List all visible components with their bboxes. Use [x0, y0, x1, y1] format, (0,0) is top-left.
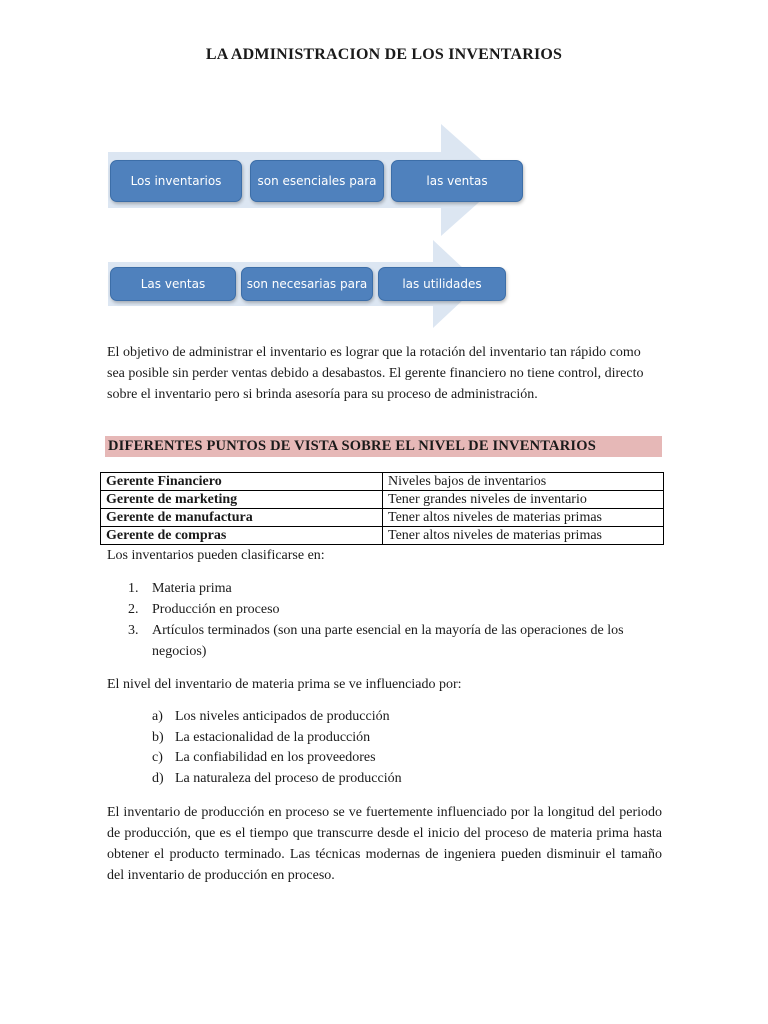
- view-cell: Tener grandes niveles de inventario: [383, 491, 664, 509]
- list-item-text: Producción en proceso: [152, 602, 280, 617]
- document-title: LA ADMINISTRACION DE LOS INVENTARIOS: [205, 46, 563, 63]
- views-table: [100, 472, 664, 545]
- diagram-box-son-esenciales-para: [250, 160, 384, 202]
- list-item: [152, 769, 662, 790]
- list-item-text: Los niveles anticipados de producción: [175, 709, 390, 724]
- role-cell: Gerente de marketing: [101, 491, 383, 509]
- list-item-text: La confiabilidad en los proveedores: [175, 750, 376, 765]
- view-cell: Tener altos niveles de materias primas: [383, 509, 664, 527]
- list-item: [152, 728, 662, 749]
- diagram-box-son-necesarias-para: [241, 267, 373, 301]
- diagram-box-label: las utilidades: [402, 277, 482, 291]
- table-row: [101, 491, 664, 509]
- view-cell: Niveles bajos de inventarios: [383, 473, 664, 491]
- diagram-box-label: Los inventarios: [130, 174, 222, 188]
- diagram-box-label: las ventas: [426, 174, 488, 188]
- diagram-box-las-ventas: [391, 160, 523, 202]
- list-item-text: La naturaleza del proceso de producción: [175, 770, 402, 786]
- diagram-box-label: Las ventas: [140, 277, 206, 291]
- table-row: [101, 509, 664, 527]
- factors-list: [152, 707, 662, 789]
- classification-list: [128, 578, 662, 662]
- list-marker: b): [152, 729, 164, 745]
- list-marker: 3.: [128, 623, 139, 638]
- list-marker: a): [152, 709, 163, 724]
- role-cell: Gerente de manufactura: [101, 509, 383, 527]
- intro-paragraph: El objetivo de administrar el inventario es lograr que la rotación del inventario tan rápido como sea posible sin perder ventas debido a desabastos. El gerente financiero no tiene control, directo sobre el inventario pero si brinda asesoría para su proceso de administración.: [107, 345, 644, 402]
- raw-material-intro: El nivel del inventario de materia prima se ve influenciado por:: [107, 677, 462, 692]
- diagram-box-label: son esenciales para: [257, 174, 377, 188]
- list-item: [152, 707, 662, 728]
- list-marker: 2.: [128, 602, 139, 617]
- view-cell: Tener altos niveles de materias primas: [383, 527, 664, 545]
- closing-paragraph: El inventario de producción en proceso se ve fuertemente influenciado por la longitud del periodo de producción, que es el tiempo que transcurre desde el inicio del proceso de materia prima hasta obtener el producto terminado. Las técnicas modernas de ingeniera pueden disminuir el tamaño del inventario de producción en proceso.: [107, 805, 662, 883]
- classification-intro: Los inventarios pueden clasificarse en:: [107, 548, 325, 563]
- list-item: [152, 748, 662, 769]
- diagram-box-los-inventarios: [110, 160, 242, 202]
- diagram-box-las-utilidades: [378, 267, 506, 301]
- list-item: [128, 578, 662, 599]
- table-row: [101, 473, 664, 491]
- diagram-box-label: son necesarias para: [246, 277, 368, 291]
- list-marker: 1.: [128, 581, 139, 596]
- section-heading: DIFERENTES PUNTOS DE VISTA SOBRE EL NIVEL DE INVENTARIOS: [105, 436, 662, 457]
- list-item-text: Materia prima: [152, 581, 232, 596]
- role-cell: Gerente Financiero: [101, 473, 383, 491]
- list-item: [128, 620, 662, 662]
- role-cell: Gerente de compras: [101, 527, 383, 545]
- diagram-box-las-ventas-2: [110, 267, 236, 301]
- list-item: [128, 599, 662, 620]
- table-row: [101, 527, 664, 545]
- list-marker: c): [152, 750, 163, 765]
- list-item-text: La estacionalidad de la producción: [175, 729, 371, 745]
- list-item-text: Artículos terminados (son una parte esencial en la mayoría de las operaciones de los negocios): [152, 623, 624, 659]
- list-marker: d): [152, 770, 164, 786]
